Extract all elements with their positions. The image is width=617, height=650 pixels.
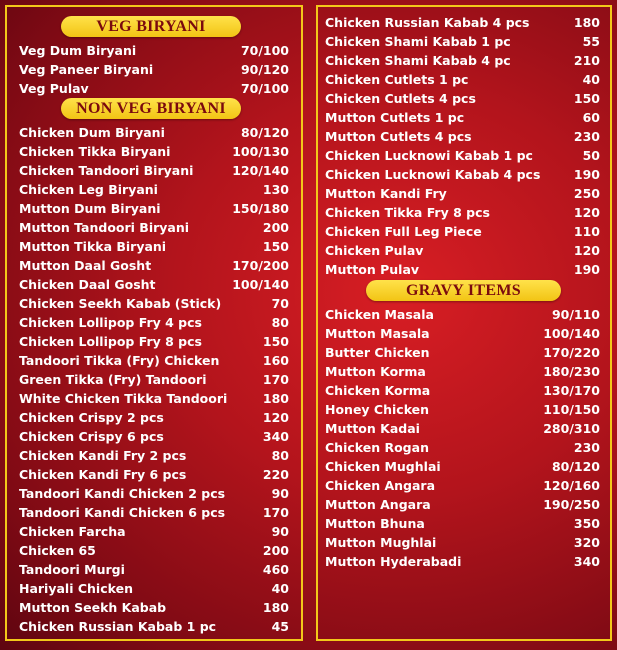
menu-item-price: 90 xyxy=(271,486,289,501)
menu-item-name: Mutton Kadai xyxy=(325,421,420,436)
menu-item-row xyxy=(19,522,289,541)
menu-item-name: Chicken Kandi Fry 2 pcs xyxy=(19,448,187,463)
menu-item-price: 230 xyxy=(573,440,600,455)
menu-item-name: Chicken Shami Kabab 4 pc xyxy=(325,53,511,68)
menu-item-name: Mutton Masala xyxy=(325,326,430,341)
menu-item-row xyxy=(19,351,289,370)
menu-item-row xyxy=(19,256,289,275)
left-menu-panel xyxy=(5,5,303,641)
menu-item-row xyxy=(325,165,600,184)
menu-item-name: Mutton Dum Biryani xyxy=(19,201,161,216)
menu-item-name: Chicken Pulav xyxy=(325,243,424,258)
menu-item-row xyxy=(325,260,600,279)
menu-item-row xyxy=(325,127,600,146)
menu-item-row xyxy=(19,218,289,237)
menu-item-name: Chicken 65 xyxy=(19,543,96,558)
menu-item-name: Chicken Kandi Fry 6 pcs xyxy=(19,467,187,482)
menu-item-price: 80/120 xyxy=(240,125,289,140)
menu-item-row xyxy=(19,79,289,98)
menu-item-row xyxy=(19,370,289,389)
menu-item-price: 170 xyxy=(262,372,289,387)
menu-item-row xyxy=(325,146,600,165)
menu-item-price: 210 xyxy=(573,53,600,68)
menu-item-row xyxy=(19,465,289,484)
menu-item-price: 80 xyxy=(271,315,289,330)
menu-item-name: Mutton Pulav xyxy=(325,262,420,277)
menu-item-row xyxy=(19,161,289,180)
menu-item-price: 170 xyxy=(262,505,289,520)
menu-item-row xyxy=(325,400,600,419)
menu-item-row xyxy=(19,427,289,446)
menu-item-name: Mutton Cutlets 4 pcs xyxy=(325,129,472,144)
menu-item-name: Chicken Lollipop Fry 8 pcs xyxy=(19,334,202,349)
menu-item-name: Mutton Daal Gosht xyxy=(19,258,152,273)
menu-item-name: Chicken Crispy 2 pcs xyxy=(19,410,164,425)
menu-item-name: Chicken Tandoori Biryani xyxy=(19,163,194,178)
menu-item-row xyxy=(19,598,289,617)
menu-item-row xyxy=(19,541,289,560)
menu-item-price: 160 xyxy=(262,353,289,368)
menu-item-name: Chicken Tikka Fry 8 pcs xyxy=(325,205,490,220)
menu-item-row xyxy=(19,123,289,142)
menu-item-row xyxy=(325,13,600,32)
menu-item-name: Butter Chicken xyxy=(325,345,430,360)
menu-item-name: Tandoori Murgi xyxy=(19,562,125,577)
menu-item-name: Chicken Rogan xyxy=(325,440,429,455)
menu-item-row xyxy=(19,313,289,332)
menu-item-row xyxy=(325,51,600,70)
menu-item-name: Chicken Masala xyxy=(325,307,434,322)
menu-item-name: Chicken Cutlets 4 pcs xyxy=(325,91,476,106)
menu-item-row xyxy=(325,32,600,51)
menu-item-name: Chicken Tikka Biryani xyxy=(19,144,171,159)
menu-item-row xyxy=(19,408,289,427)
menu-item-row xyxy=(325,419,600,438)
menu-item-price: 70 xyxy=(271,296,289,311)
menu-item-price: 230 xyxy=(573,129,600,144)
menu-item-row xyxy=(19,237,289,256)
menu-item-row xyxy=(325,362,600,381)
menu-item-name: Chicken Lucknowi Kabab 4 pcs xyxy=(325,167,541,182)
menu-item-name: Mutton Angara xyxy=(325,497,431,512)
menu-item-price: 170/220 xyxy=(543,345,600,360)
menu-item-price: 340 xyxy=(262,429,289,444)
menu-item-row xyxy=(325,241,600,260)
menu-item-price: 150/180 xyxy=(232,201,289,216)
menu-item-price: 200 xyxy=(262,220,289,235)
menu-item-name: Chicken Lucknowi Kabab 1 pc xyxy=(325,148,533,163)
section-header-non-veg-biryani: NON VEG BIRYANI xyxy=(61,98,241,119)
menu-item-price: 250 xyxy=(573,186,600,201)
menu-item-name: Veg Pulav xyxy=(19,81,89,96)
menu-item-name: Veg Dum Biryani xyxy=(19,43,137,58)
menu-item-name: Veg Paneer Biryani xyxy=(19,62,154,77)
menu-item-price: 340 xyxy=(573,554,600,569)
menu-item-name: Mutton Tikka Biryani xyxy=(19,239,167,254)
menu-item-price: 50 xyxy=(582,148,600,163)
menu-item-price: 60 xyxy=(582,110,600,125)
menu-item-row xyxy=(19,41,289,60)
menu-item-price: 170/200 xyxy=(232,258,289,273)
menu-item-price: 70/100 xyxy=(240,43,289,58)
menu-item-row xyxy=(325,381,600,400)
menu-item-price: 100/130 xyxy=(232,144,289,159)
menu-item-row xyxy=(19,199,289,218)
menu-item-row xyxy=(19,332,289,351)
menu-item-price: 190 xyxy=(573,262,600,277)
menu-item-name: Chicken Korma xyxy=(325,383,431,398)
menu-item-row xyxy=(19,389,289,408)
menu-item-row xyxy=(325,514,600,533)
menu-item-row xyxy=(19,579,289,598)
menu-item-name: Chicken Lollipop Fry 4 pcs xyxy=(19,315,202,330)
menu-item-name: Chicken Seekh Kabab (Stick) xyxy=(19,296,222,311)
menu-item-name: Chicken Farcha xyxy=(19,524,126,539)
menu-item-row xyxy=(325,89,600,108)
menu-item-price: 120/140 xyxy=(232,163,289,178)
menu-item-name: Chicken Russian Kabab 1 pc xyxy=(19,619,217,634)
menu-item-price: 180/230 xyxy=(543,364,600,379)
menu-item-price: 120 xyxy=(262,410,289,425)
menu-item-name: Green Tikka (Fry) Tandoori xyxy=(19,372,207,387)
menu-item-price: 80/120 xyxy=(551,459,600,474)
menu-item-row xyxy=(325,305,600,324)
menu-item-row xyxy=(325,203,600,222)
menu-item-name: Chicken Shami Kabab 1 pc xyxy=(325,34,511,49)
menu-item-price: 320 xyxy=(573,535,600,550)
menu-item-name: Honey Chicken xyxy=(325,402,430,417)
menu-item-name: Mutton Korma xyxy=(325,364,426,379)
menu-item-name: Mutton Bhuna xyxy=(325,516,425,531)
menu-item-price: 90/120 xyxy=(240,62,289,77)
menu-item-price: 45 xyxy=(271,619,289,634)
menu-item-row xyxy=(325,324,600,343)
menu-item-row xyxy=(19,503,289,522)
right-menu-panel xyxy=(316,5,612,641)
menu-item-row xyxy=(19,484,289,503)
menu-item-name: Chicken Angara xyxy=(325,478,436,493)
menu-item-row xyxy=(325,184,600,203)
menu-item-price: 110/150 xyxy=(543,402,600,417)
menu-item-price: 180 xyxy=(573,15,600,30)
menu-item-price: 130 xyxy=(262,182,289,197)
menu-item-name: Tandoori Tikka (Fry) Chicken xyxy=(19,353,220,368)
menu-item-price: 220 xyxy=(262,467,289,482)
menu-item-name: Mutton Mughlai xyxy=(325,535,437,550)
menu-item-row xyxy=(325,222,600,241)
menu-item-price: 120 xyxy=(573,205,600,220)
menu-item-name: Chicken Mughlai xyxy=(325,459,441,474)
menu-item-price: 190 xyxy=(573,167,600,182)
menu-item-row xyxy=(325,438,600,457)
menu-item-name: Mutton Hyderabadi xyxy=(325,554,462,569)
menu-item-row xyxy=(325,108,600,127)
menu-item-price: 150 xyxy=(262,239,289,254)
menu-item-row xyxy=(325,533,600,552)
menu-item-name: Chicken Daal Gosht xyxy=(19,277,156,292)
menu-item-price: 80 xyxy=(271,448,289,463)
menu-item-row xyxy=(19,60,289,79)
menu-item-row xyxy=(19,617,289,636)
menu-item-price: 350 xyxy=(573,516,600,531)
menu-item-price: 180 xyxy=(262,391,289,406)
section-header-veg-biryani: VEG BIRYANI xyxy=(61,16,241,37)
menu-item-price: 460 xyxy=(262,562,289,577)
menu-item-name: Chicken Leg Biryani xyxy=(19,182,158,197)
menu-item-name: Tandoori Kandi Chicken 6 pcs xyxy=(19,505,226,520)
menu-item-row xyxy=(325,343,600,362)
menu-item-price: 120 xyxy=(573,243,600,258)
menu-item-row xyxy=(19,294,289,313)
menu-item-row xyxy=(325,70,600,89)
menu-item-name: Chicken Cutlets 1 pc xyxy=(325,72,469,87)
menu-item-name: Chicken Dum Biryani xyxy=(19,125,165,140)
menu-item-row xyxy=(19,560,289,579)
menu-item-name: Mutton Cutlets 1 pc xyxy=(325,110,465,125)
menu-item-name: Chicken Full Leg Piece xyxy=(325,224,482,239)
menu-item-row xyxy=(19,275,289,294)
menu-item-name: Hariyali Chicken xyxy=(19,581,133,596)
menu-item-price: 200 xyxy=(262,543,289,558)
menu-item-price: 120/160 xyxy=(543,478,600,493)
menu-item-price: 55 xyxy=(582,34,600,49)
menu-item-name: Mutton Seekh Kabab xyxy=(19,600,167,615)
menu-item-price: 150 xyxy=(573,91,600,106)
menu-item-row xyxy=(19,446,289,465)
menu-item-row xyxy=(19,142,289,161)
menu-item-name: White Chicken Tikka Tandoori xyxy=(19,391,228,406)
menu-item-price: 190/250 xyxy=(543,497,600,512)
menu-item-price: 40 xyxy=(582,72,600,87)
menu-item-row xyxy=(325,457,600,476)
menu-item-row xyxy=(19,180,289,199)
menu-item-price: 150 xyxy=(262,334,289,349)
menu-item-name: Chicken Crispy 6 pcs xyxy=(19,429,164,444)
menu-item-price: 40 xyxy=(271,581,289,596)
section-header-gravy-items: GRAVY ITEMS xyxy=(366,280,561,301)
menu-item-row xyxy=(325,476,600,495)
menu-item-price: 280/310 xyxy=(543,421,600,436)
menu-item-row xyxy=(325,495,600,514)
menu-item-row xyxy=(325,552,600,571)
menu-item-price: 90/110 xyxy=(551,307,600,322)
menu-item-price: 90 xyxy=(271,524,289,539)
menu-item-price: 100/140 xyxy=(232,277,289,292)
menu-item-name: Chicken Russian Kabab 4 pcs xyxy=(325,15,530,30)
menu-item-name: Tandoori Kandi Chicken 2 pcs xyxy=(19,486,226,501)
menu-item-price: 130/170 xyxy=(543,383,600,398)
menu-item-price: 100/140 xyxy=(543,326,600,341)
menu-item-name: Mutton Kandi Fry xyxy=(325,186,447,201)
menu-item-price: 110 xyxy=(573,224,600,239)
menu-item-price: 180 xyxy=(262,600,289,615)
menu-item-name: Mutton Tandoori Biryani xyxy=(19,220,190,235)
menu-item-price: 70/100 xyxy=(240,81,289,96)
